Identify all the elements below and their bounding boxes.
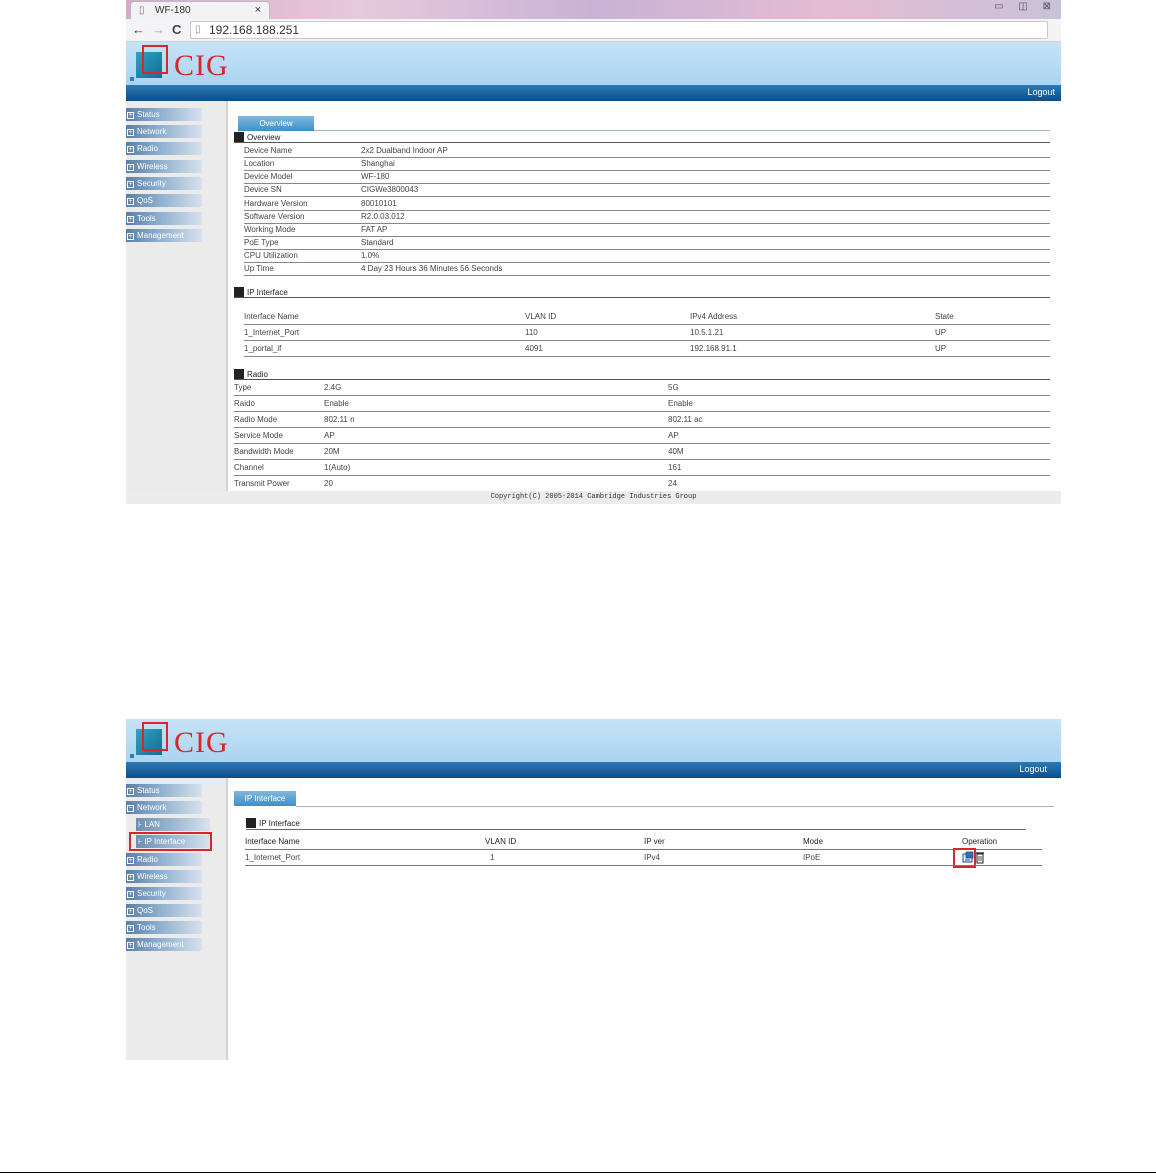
row-rule: [234, 395, 1050, 396]
column-header: IP ver: [644, 837, 665, 846]
section-rule: [234, 379, 1050, 380]
menu-tools[interactable]: [126, 212, 202, 225]
menu-label: Network: [137, 127, 167, 136]
table-cell: UP: [935, 344, 947, 353]
expand-icon: +: [128, 164, 133, 171]
window-controls[interactable]: ▭ ◫ ⊠: [994, 1, 1057, 12]
radio-24g-value: 20: [324, 479, 333, 488]
expand-icon: +: [128, 788, 133, 795]
highlight-box: [129, 832, 212, 851]
reload-icon[interactable]: C: [172, 22, 182, 37]
section-label: Overview: [247, 133, 281, 142]
value-device-model: WF-180: [361, 172, 390, 181]
submenu-lan[interactable]: [136, 818, 210, 831]
expand-icon: +: [128, 112, 133, 119]
table-cell: 110: [525, 328, 538, 337]
radio-label: Transmit Power: [234, 479, 290, 488]
row-rule: [234, 443, 1050, 444]
page-icon: ▯: [195, 24, 201, 35]
browser-toolbar: [126, 19, 1061, 42]
column-header: IPv4 Address: [690, 312, 738, 321]
forward-icon[interactable]: →: [152, 22, 165, 37]
table-cell: IPoE: [803, 853, 821, 862]
expand-icon: +: [128, 216, 133, 223]
page-divider: [0, 1172, 1156, 1173]
top-nav-bar: [126, 85, 1061, 101]
overview-screen: [126, 42, 1061, 504]
radio-24g-value: AP: [324, 431, 335, 440]
row-rule: [234, 475, 1050, 476]
top-nav-bar: [126, 762, 1061, 778]
table-cell: IPv4: [644, 853, 661, 862]
menu-network[interactable]: [126, 125, 202, 138]
logo-text: CIG: [174, 49, 229, 82]
menu-label: QoS: [137, 196, 154, 205]
page-icon: ▯: [139, 5, 145, 16]
value-up-time: 4 Day 23 Hours 36 Minutes 56 Seconds: [361, 264, 503, 273]
label-device-model: Device Model: [244, 172, 293, 181]
radio-label: Type: [234, 383, 252, 392]
label-working-mode: Working Mode: [244, 225, 296, 234]
label-up-time: Up Time: [244, 264, 274, 273]
label-device-name: Device Name: [244, 146, 293, 155]
section-label: IP Interface: [247, 288, 288, 297]
menu-label: QoS: [137, 906, 154, 915]
expand-icon: +: [128, 198, 133, 205]
menu-radio[interactable]: [126, 142, 202, 155]
menu-tools[interactable]: [126, 921, 202, 934]
expand-icon: +: [128, 942, 133, 949]
menu-management[interactable]: [126, 938, 202, 951]
sidebar: [126, 778, 228, 1060]
menu-qos[interactable]: [126, 904, 202, 917]
header-banner: [126, 42, 1061, 85]
close-tab-icon[interactable]: ×: [254, 4, 261, 16]
value-software-version: R2.0.03.012: [361, 212, 405, 221]
submenu-label: IP Interface: [144, 837, 186, 846]
table-cell: 192.168.91.1: [690, 344, 737, 353]
value-hardware-version: 80010101: [361, 199, 397, 208]
logout-link[interactable]: Logout: [1027, 87, 1055, 97]
menu-label: Security: [137, 889, 166, 898]
ip-interface-section-title: [234, 287, 288, 297]
expand-icon: +: [128, 925, 133, 932]
row-rule: [244, 183, 1050, 184]
table-cell: 4091: [525, 344, 543, 353]
menu-qos[interactable]: [126, 194, 202, 207]
value-cpu-utilization: 1.0%: [361, 251, 380, 260]
expand-icon: +: [128, 908, 133, 915]
menu-label: Radio: [137, 855, 158, 864]
back-icon[interactable]: ←: [132, 22, 145, 37]
menu-label: Wireless: [137, 872, 168, 881]
menu-wireless[interactable]: [126, 870, 202, 883]
delete-icon[interactable]: [976, 853, 984, 863]
expand-icon: +: [128, 129, 133, 136]
table-cell: 1_Internet_Port: [244, 328, 300, 337]
row-rule: [245, 865, 1042, 866]
value-location: Shanghai: [361, 159, 395, 168]
menu-label: Radio: [137, 144, 158, 153]
label-location: Location: [244, 159, 275, 168]
radio-24g-value: 2.4G: [324, 383, 342, 392]
radio-5g-value: Enable: [668, 399, 693, 408]
menu-radio[interactable]: [126, 853, 202, 866]
radio-24g-value: 1(Auto): [324, 463, 351, 472]
value-device-sn: CIGWe3800043: [361, 185, 419, 194]
menu-management[interactable]: [126, 229, 202, 242]
row-rule: [234, 427, 1050, 428]
row-rule: [244, 340, 1050, 341]
section-marker: [234, 369, 244, 379]
logout-link[interactable]: Logout: [1019, 764, 1047, 774]
expand-icon: +: [128, 181, 133, 188]
ip-interface-section-title: [246, 818, 300, 828]
section-marker: [234, 287, 244, 297]
table-cell: 1_Internet_Port: [245, 853, 301, 862]
row-rule: [244, 170, 1050, 171]
section-marker: [246, 818, 256, 828]
menu-label: Management: [137, 940, 184, 949]
radio-24g-value: 802.11 n: [324, 415, 355, 424]
table-cell: UP: [935, 328, 947, 337]
row-rule: [244, 262, 1050, 263]
expand-icon: +: [128, 874, 133, 881]
menu-wireless[interactable]: [126, 160, 202, 173]
row-rule: [234, 459, 1050, 460]
sidebar: [126, 101, 228, 491]
menu-status[interactable]: [126, 108, 202, 121]
tab-strip: [126, 0, 1061, 19]
column-header: Interface Name: [245, 837, 300, 846]
row-rule: [245, 849, 1042, 850]
menu-network[interactable]: [126, 801, 202, 814]
expand-icon: +: [128, 233, 133, 240]
logo-frame: [142, 722, 168, 751]
url-text: 192.168.188.251: [209, 23, 300, 37]
radio-label: Bandwidth Mode: [234, 447, 294, 456]
table-cell: 1_portal_if: [244, 344, 282, 353]
menu-label: Network: [137, 803, 167, 812]
label-poe-type: PoE Type: [244, 238, 279, 247]
value-device-name: 2x2 Dualband Indoor AP: [361, 146, 448, 155]
logo-text: CIG: [174, 726, 229, 759]
collapse-icon: −: [128, 805, 133, 812]
menu-label: Tools: [137, 923, 156, 932]
label-cpu-utilization: CPU Utilization: [244, 251, 298, 260]
menu-label: Status: [137, 110, 160, 119]
section-rule: [234, 142, 1050, 143]
column-header: Interface Name: [244, 312, 299, 321]
menu-security[interactable]: [126, 887, 202, 900]
row-rule: [234, 411, 1050, 412]
radio-label: Channel: [234, 463, 264, 472]
column-header: VLAN ID: [485, 837, 517, 846]
radio-5g-value: 161: [668, 463, 682, 472]
tab-overview[interactable]: Overview: [238, 116, 314, 131]
radio-label: Radio Mode: [234, 415, 278, 424]
overview-section-title: [234, 132, 280, 142]
row-rule: [244, 356, 1050, 357]
radio-5g-value: 5G: [668, 383, 679, 392]
table-cell: 1: [490, 853, 495, 862]
cig-logo: [130, 44, 230, 84]
menu-label: Management: [137, 231, 184, 240]
cig-logo: [130, 721, 230, 761]
radio-24g-value: 20M: [324, 447, 340, 456]
copyright-footer: Copyright(C) 2005-2014 Cambridge Industries Group: [126, 491, 1061, 504]
column-header: VLAN ID: [525, 312, 557, 321]
browser-tab[interactable]: [130, 1, 270, 19]
radio-5g-value: 802.11 ac: [668, 415, 703, 424]
section-marker: [234, 132, 244, 142]
radio-24g-value: Enable: [324, 399, 349, 408]
menu-security[interactable]: [126, 177, 202, 190]
section-label: Radio: [247, 370, 268, 379]
tab-underline: [296, 806, 1054, 807]
label-software-version: Software Version: [244, 212, 305, 221]
radio-section-title: [234, 369, 268, 379]
expand-icon: +: [128, 891, 133, 898]
radio-label: Raido: [234, 399, 255, 408]
menu-label: Security: [137, 179, 166, 188]
header-banner: [126, 719, 1061, 762]
submenu-label: LAN: [144, 820, 160, 829]
label-device-sn: Device SN: [244, 185, 282, 194]
menu-label: Status: [137, 786, 160, 795]
radio-5g-value: AP: [668, 431, 679, 440]
expand-icon: +: [128, 857, 133, 864]
tree-branch-icon: ⊦: [138, 820, 145, 829]
address-bar[interactable]: [190, 21, 1048, 39]
tree-branch-icon: ⊦: [138, 837, 145, 846]
section-rule: [234, 297, 1050, 298]
logo-frame: [142, 45, 168, 74]
row-rule: [244, 275, 1050, 276]
row-rule: [244, 196, 1050, 197]
section-rule: [246, 829, 1026, 830]
tab-underline: [314, 130, 1050, 131]
ip-interface-screen: [126, 719, 1061, 1060]
logo-dot: [130, 754, 134, 758]
row-rule: [244, 236, 1050, 237]
expand-icon: +: [128, 146, 133, 153]
radio-label: Service Mode: [234, 431, 283, 440]
row-rule: [244, 223, 1050, 224]
row-rule: [244, 210, 1050, 211]
row-rule: [244, 249, 1050, 250]
value-working-mode: FAT AP: [361, 225, 388, 234]
column-header: Mode: [803, 837, 824, 846]
value-poe-type: Standard: [361, 238, 394, 247]
logo-dot: [130, 77, 134, 81]
radio-5g-value: 24: [668, 479, 677, 488]
table-cell: 10.5.1.21: [690, 328, 724, 337]
row-rule: [244, 324, 1050, 325]
label-hardware-version: Hardware Version: [244, 199, 308, 208]
tab-title: WF-180: [155, 5, 191, 16]
menu-label: Tools: [137, 214, 156, 223]
column-header: State: [935, 312, 954, 321]
menu-label: Wireless: [137, 162, 168, 171]
tab-ip-interface[interactable]: IP Interface: [234, 791, 296, 806]
radio-5g-value: 40M: [668, 447, 684, 456]
menu-status[interactable]: [126, 784, 202, 797]
column-header: Operation: [962, 837, 998, 846]
section-label: IP Interface: [259, 819, 300, 828]
browser-window: [126, 0, 1061, 42]
row-rule: [244, 157, 1050, 158]
